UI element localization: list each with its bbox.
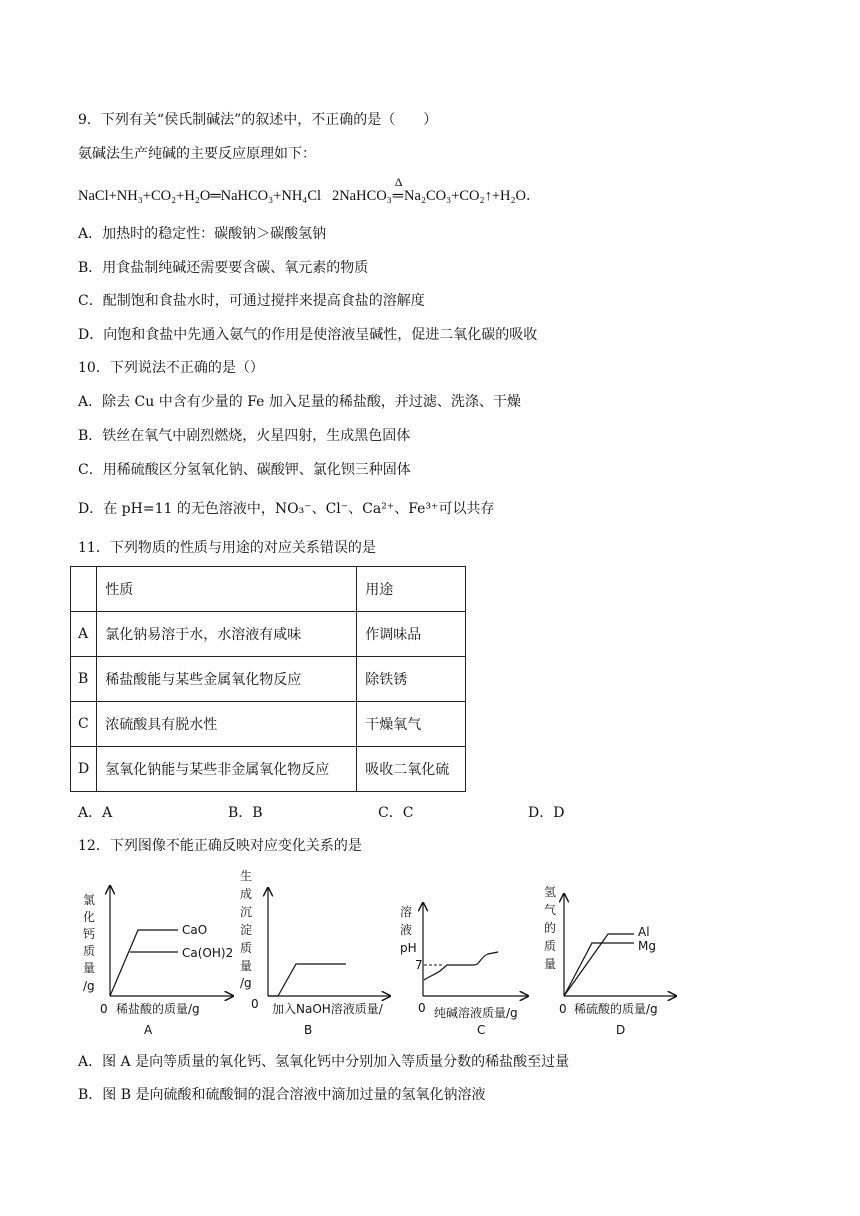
graph-a-ylabel-3: 钙 (83, 927, 96, 941)
graph-d-ylabel-4: 质 (544, 939, 557, 953)
q9-eq1: NaCl+NH₃+CO₂+H₂O═NaHCO₃+NH₄Cl (78, 188, 322, 204)
graph-a-xlabel: 稀盐酸的质量/g (116, 1002, 200, 1016)
graph-b-origin: 0 (251, 997, 259, 1011)
graph-c-ylabel-3: pH (400, 941, 417, 955)
graph-d-origin: 0 (559, 1002, 567, 1016)
graph-b-line (268, 964, 346, 996)
table-row (71, 657, 466, 702)
q9-intro: 氨碱法生产纯碱的主要反应原理如下： (78, 146, 316, 162)
graph-b-ylabel-5: 质 (240, 941, 253, 955)
graph-a (83, 886, 233, 1037)
graph-a-label-cao: CaO (182, 923, 208, 937)
graph-b (240, 868, 390, 1037)
graph-d-ylabel-2: 气 (544, 903, 557, 917)
graph-a-line-cao (110, 930, 178, 996)
q12-question: 12．下列图像不能正确反映对应变化关系的是 (78, 838, 362, 854)
graph-a-caption: A (144, 1023, 153, 1037)
graph-b-ylabel-3: 沉 (240, 905, 253, 919)
delta-symbol: Δ (394, 175, 403, 189)
table-header-row (71, 567, 466, 612)
graph-a-label-caoh2: Ca(OH)2 (182, 946, 234, 960)
graph-d-ylabel-3: 的 (544, 921, 557, 935)
table-header-cell: 性质 (97, 567, 357, 612)
graph-c-caption: C (477, 1023, 486, 1037)
q9-option-c: C．配制饱和食盐水时，可通过搅拌来提高食盐的溶解度 (78, 293, 425, 309)
q11-option-a: A．A (78, 805, 113, 821)
table-row (71, 612, 466, 657)
table-cell: B (71, 657, 97, 702)
q9-question: 9．下列有关“侯氏制碱法”的叙述中，不正确的是（ ） (78, 112, 438, 128)
table-cell: 氯化钠易溶于水，水溶液有咸味 (97, 612, 357, 657)
q9-equations (78, 175, 541, 206)
graph-b-ylabel-4: 淀 (240, 923, 253, 937)
table-row (71, 747, 466, 792)
table-cell: D (71, 747, 97, 792)
q12-option-a: A．图 A 是向等质量的氧化钙、氢氧化钙中分别加入等质量分数的稀盐酸至过量 (78, 1054, 570, 1070)
graph-c-curve (424, 952, 498, 980)
graph-a-origin: 0 (100, 1002, 108, 1016)
graph-a-ylabel-2: 化 (83, 910, 96, 924)
heat-condition: Δ ═ (393, 186, 403, 206)
q9-option-b: B．用食盐制纯碱还需要要含碳、氧元素的物质 (78, 260, 369, 276)
table-cell: 稀盐酸能与某些金属氧化物反应 (97, 657, 357, 702)
graph-d-label-al: Al (638, 925, 650, 939)
graph-c-ylabel-1: 溶 (400, 905, 413, 919)
graph-a-ylabel-4: 质 (83, 944, 96, 958)
table-cell: 浓硫酸具有脱水性 (97, 702, 357, 747)
table-row (71, 702, 466, 747)
q11-table (70, 566, 466, 792)
table-cell: 干燥氧气 (357, 702, 466, 747)
graph-a-ylabel-6: /g (83, 979, 95, 993)
graph-b-ylabel-7: /g (240, 976, 252, 990)
table-cell: 除铁锈 (357, 657, 466, 702)
q11-option-c: C．C (378, 805, 414, 821)
q11-question: 11．下列物质的性质与用途的对应关系错误的是 (78, 540, 376, 556)
q9-option-a: A．加热时的稳定性：碳酸钠＞碳酸氢钠 (78, 226, 327, 242)
q10-option-b: B．铁丝在氧气中剧烈燃烧，火星四射，生成黑色固体 (78, 428, 411, 444)
graph-d-ylabel-5: 量 (544, 957, 557, 971)
q11-option-b: B．B (228, 805, 263, 821)
graph-c-ylabel-2: 液 (400, 923, 413, 937)
table-cell: C (71, 702, 97, 747)
graph-c-xlabel: 纯碱溶液质量/g (434, 1006, 518, 1020)
graph-d-xlabel: 稀硫酸的质量/g (574, 1002, 658, 1016)
q12-graphs (78, 868, 678, 1040)
graph-b-xlabel: 加入NaOH溶液质量/ (272, 1002, 383, 1016)
q10-option-a: A．除去 Cu 中含有少量的 Fe 加入足量的稀盐酸，并过滤、洗涤、干燥 (78, 394, 521, 410)
table-cell: 作调味品 (357, 612, 466, 657)
graph-c-tick-7: 7 (415, 958, 423, 972)
graph-b-ylabel-2: 成 (240, 887, 253, 901)
graph-d (544, 885, 676, 1037)
q12-option-b: B．图 B 是向硫酸和硫酸铜的混合溶液中滴加过量的氢氧化钠溶液 (78, 1087, 486, 1103)
graph-b-caption: B (304, 1023, 313, 1037)
graph-d-ylabel-1: 氢 (544, 885, 557, 899)
table-cell: 吸收二氧化硫 (357, 747, 466, 792)
q10-option-c: C．用稀硫酸区分氢氧化钠、碳酸钾、氯化钡三种固体 (78, 462, 411, 478)
q9-option-d: D．向饱和食盐中先通入氨气的作用是使溶液呈碱性，促进二氧化碳的吸收 (78, 327, 538, 343)
graph-c-origin: 0 (418, 1001, 426, 1015)
q9-eq2-left: 2NaHCO₃ (331, 188, 392, 204)
graph-d-label-mg: Mg (638, 939, 656, 953)
table-cell: A (71, 612, 97, 657)
table-cell: 氢氧化钠能与某些非金属氧化物反应 (97, 747, 357, 792)
graph-d-line-mg (564, 943, 634, 996)
q9-eq2-right: Na₂CO₃+CO₂↑+H₂O． (404, 188, 541, 204)
table-header-cell: 用途 (357, 567, 466, 612)
table-header-cell (71, 567, 97, 612)
graph-a-ylabel-5: 量 (83, 961, 96, 975)
graph-d-caption: D (616, 1023, 626, 1037)
graph-b-ylabel-1: 生 (240, 869, 253, 883)
q11-option-d: D．D (528, 805, 565, 821)
graph-a-ylabel-1: 氯 (83, 893, 96, 907)
graph-c (400, 903, 528, 1037)
q11-options (78, 803, 678, 823)
q10-question: 10．下列说法不正确的是（） (78, 360, 264, 376)
q10-option-d: D．在 pH=11 的无色溶液中，NO₃⁻、Cl⁻、Ca²⁺、Fe³⁺可以共存 (78, 501, 495, 517)
graph-b-ylabel-6: 量 (240, 959, 253, 973)
q12-graphs-svg (78, 868, 678, 1040)
